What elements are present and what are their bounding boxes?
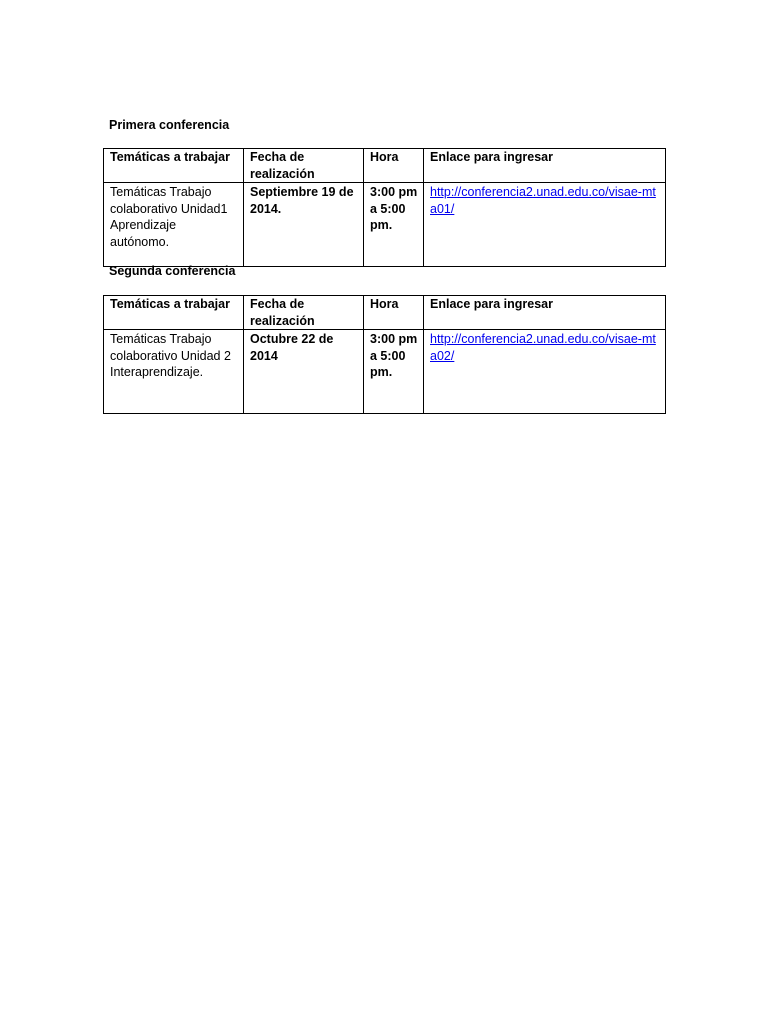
cell-hora: 3:00 pm a 5:00 pm. bbox=[364, 183, 424, 267]
cell-enlace bbox=[424, 183, 666, 267]
conference-table-2 bbox=[103, 295, 666, 414]
header-tematicas: Temáticas a trabajar bbox=[104, 149, 244, 183]
conference-table-1 bbox=[103, 148, 666, 267]
table-row bbox=[104, 183, 666, 267]
table-header-row bbox=[104, 149, 666, 183]
header-hora: Hora bbox=[364, 149, 424, 183]
cell-fecha: Septiembre 19 de 2014. bbox=[244, 183, 364, 267]
header-enlace: Enlace para ingresar bbox=[424, 149, 666, 183]
section-heading-primera-conferencia: Primera conferencia bbox=[109, 118, 230, 132]
table-header-row bbox=[104, 296, 666, 330]
conference-link[interactable]: http://conferencia2.unad.edu.co/visae-mta02/ bbox=[430, 332, 656, 363]
cell-tematicas: Temáticas Trabajo colaborativo Unidad1 Aprendizaje autónomo. bbox=[104, 183, 244, 267]
cell-enlace bbox=[424, 330, 666, 414]
conference-link[interactable]: http://conferencia2.unad.edu.co/visae-mta01/ bbox=[430, 185, 656, 216]
header-fecha: Fecha de realización bbox=[244, 296, 364, 330]
section-heading-segunda-conferencia: Segunda conferencia bbox=[109, 264, 236, 278]
header-fecha: Fecha de realización bbox=[244, 149, 364, 183]
table-row bbox=[104, 330, 666, 414]
header-enlace: Enlace para ingresar bbox=[424, 296, 666, 330]
header-tematicas: Temáticas a trabajar bbox=[104, 296, 244, 330]
cell-hora: 3:00 pm a 5:00 pm. bbox=[364, 330, 424, 414]
cell-tematicas: Temáticas Trabajo colaborativo Unidad 2 Interaprendizaje. bbox=[104, 330, 244, 414]
cell-fecha: Octubre 22 de 2014 bbox=[244, 330, 364, 414]
header-hora: Hora bbox=[364, 296, 424, 330]
